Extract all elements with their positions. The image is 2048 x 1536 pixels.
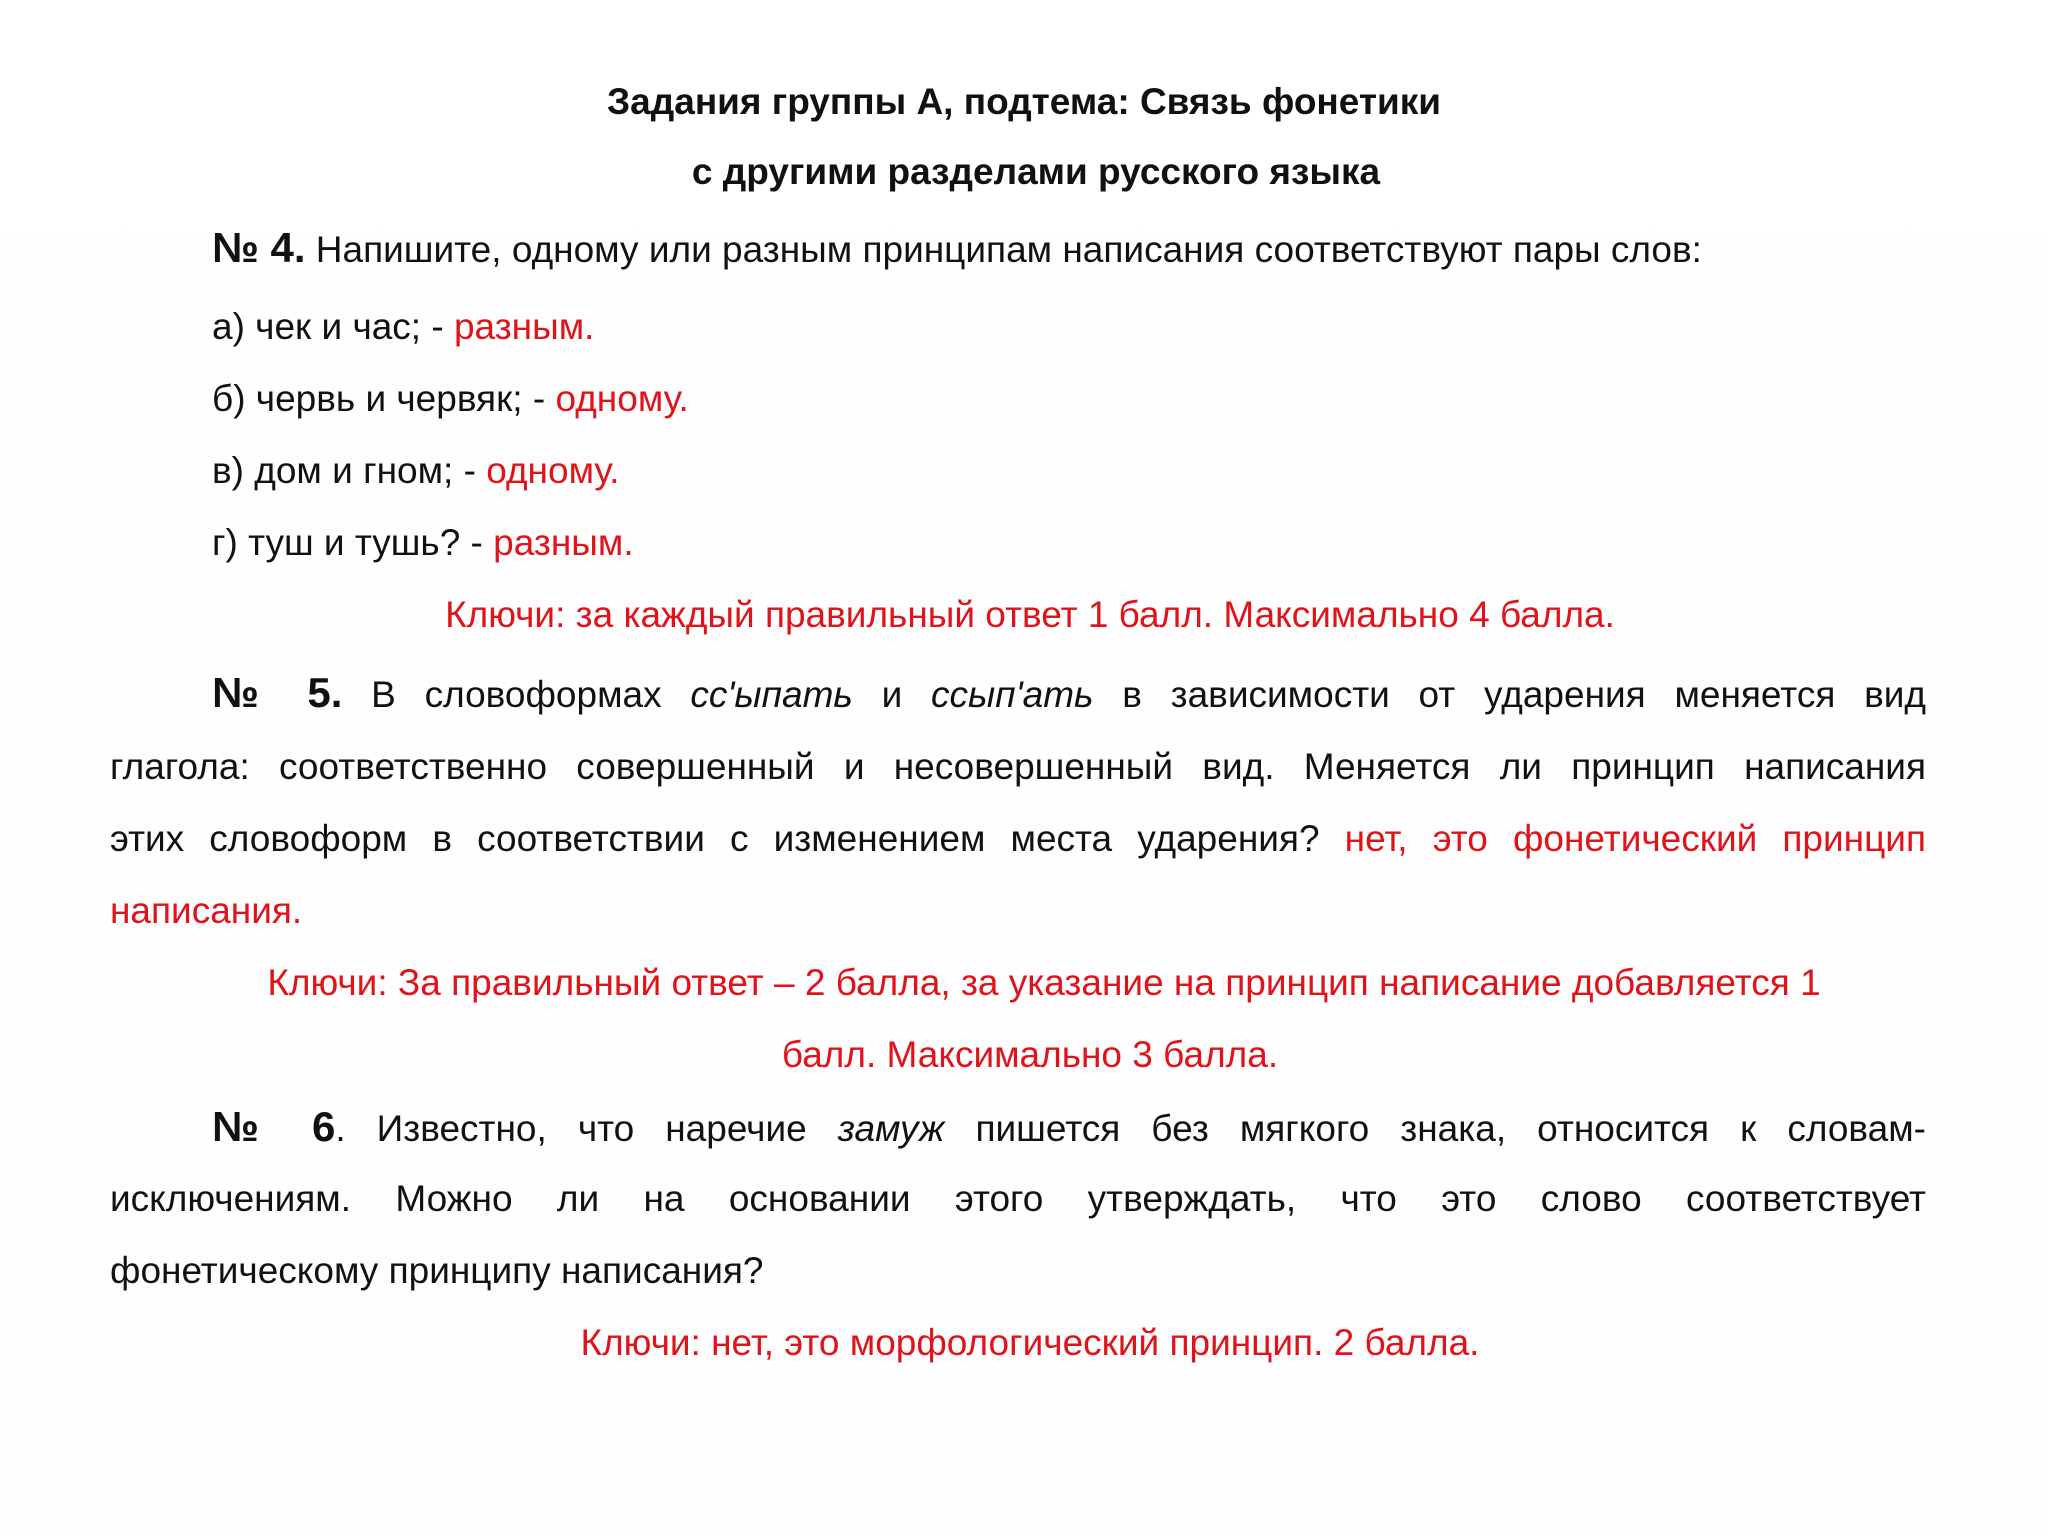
task5-line-3 [110,814,1926,864]
task4-item-c-text: в) дом и гном; - [212,450,487,491]
task5-word-1: сс'ыпать [690,674,853,715]
title-line-1: Задания группы А, подтема: Связь фонетики [607,81,1441,122]
task4-item-d-text: г) туш и тушь? - [212,522,494,563]
task4-question-text: Напишите, одному или разным принципам написания соответствуют пары слов: [305,229,1702,270]
task5-line-2: глагола: соответственно совершенный и несовершенный вид. Меняется ли принцип написания [110,746,1926,787]
task4-item-d-answer: разным. [493,522,634,563]
task5-answer-part-1: нет, это фонетический принцип [1344,818,1927,859]
task6-line-1 [110,1102,1926,1154]
task5-key-line-1: Ключи: За правильный ответ – 2 балла, за указание на принцип написание добавляется 1 [267,962,1821,1003]
task5-text-c: в зависимости от ударения меняется вид [1093,674,1927,715]
task4-item-b-answer: одному. [555,378,689,419]
task5-line-1 [110,668,1926,720]
task5-key-line-2: балл. Максимально 3 балла. [781,1034,1279,1075]
task5-text-a: В словоформах [342,674,691,715]
title-line-2: с другими разделами русского языка [691,151,1381,192]
task6-line-2: исключениям. Можно ли на основании этого утверждать, что это слово соответствует [110,1178,1926,1219]
task4-item-b [212,374,689,424]
task5-word-2: ссып'ать [931,674,1094,715]
task4-item-a [212,302,594,352]
task4-question [212,223,1702,275]
task5-number: № 5. [212,669,343,716]
task6-word: замуж [837,1108,945,1149]
task5-text-b: и [852,674,931,715]
task6-key: Ключи: нет, это морфологический принцип. 2 балла. [580,1322,1480,1363]
task4-item-a-text: а) чек и час; - [212,306,454,347]
task4-item-c-answer: одному. [486,450,620,491]
task4-key: Ключи: за каждый правильный ответ 1 балл. Максимально 4 балла. [445,594,1615,635]
task4-number: № 4. [212,224,306,271]
task6-line-3: фонетическому принципу написания? [110,1250,764,1291]
task6-number: № 6 [212,1103,336,1150]
task6-text-a: . Известно, что наречие [335,1108,838,1149]
task4-item-c [212,446,620,496]
task4-item-d [212,518,634,568]
task4-item-a-answer: разным. [453,306,595,347]
task6-text-b: пишется без мягкого знака, относится к словам- [944,1108,1927,1149]
task5-answer-part-2: написания. [110,890,303,931]
task4-item-b-text: б) червь и червяк; - [212,378,556,419]
task5-line-3-text: этих словоформ в соответствии с изменением места ударения? [110,818,1345,859]
